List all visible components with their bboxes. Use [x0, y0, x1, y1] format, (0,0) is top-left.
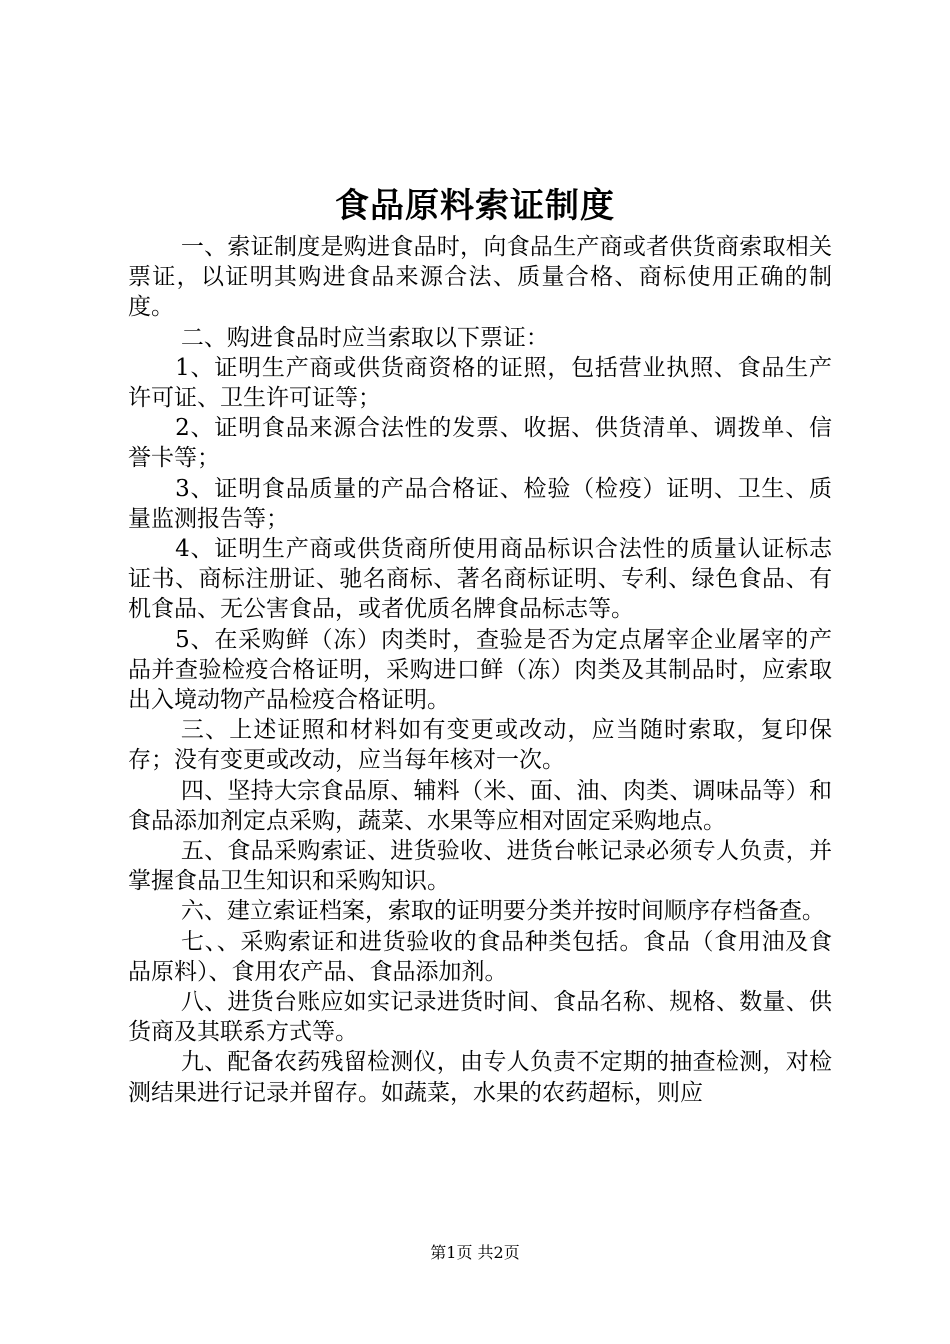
paragraph-5: 3、证明食品质量的产品合格证、检验（检疫）证明、卫生、质量监测报告等； — [128, 475, 832, 532]
paragraph-9: 四、坚持大宗食品原、辅料（米、面、油、肉类、调味品等）和食品添加剂定点采购，蔬菜、水果等应相对固定采购地点。 — [128, 777, 832, 834]
paragraph-14: 九、配备农药残留检测仪，由专人负责不定期的抽查检测，对检测结果进行记录并留存。如蔬菜，水果的农药超标，则应 — [128, 1049, 832, 1106]
paragraph-4: 2、证明食品来源合法性的发票、收据、供货清单、调拨单、信誉卡等； — [128, 415, 832, 472]
paragraph-13: 八、进货台账应如实记录进货时间、食品名称、规格、数量、供货商及其联系方式等。 — [128, 989, 832, 1046]
paragraph-3: 1、证明生产商或供货商资格的证照，包括营业执照、食品生产许可证、卫生许可证等； — [128, 354, 832, 412]
paragraph-11: 六、建立索证档案，索取的证明要分类并按时间顺序存档备查。 — [180, 898, 825, 925]
paragraph-10: 五、食品采购索证、进货验收、进货台帐记录必须专人负责，并掌握食品卫生知识和采购知识。 — [128, 838, 832, 895]
paragraph-7: 5、在采购鲜（冻）肉类时，查验是否为定点屠宰企业屠宰的产品并查验检疫合格证明，采购进口鲜（冻）肉类及其制品时，应索取出入境动物产品检疫合格证明。 — [128, 626, 832, 714]
paragraph-12: 七、、采购索证和进货验收的食品种类包括。食品（食用油及食品原料）、食用农产品、食品添加剂。 — [128, 928, 832, 985]
document-body — [128, 232, 832, 1108]
paragraph-1: 一、索证制度是购进食品时，向食品生产商或者供货商索取相关票证，以证明其购进食品来源合法、质量合格、商标使用正确的制度。 — [128, 234, 832, 321]
paragraph-2: 二、购进食品时应当索取以下票证： — [180, 324, 549, 351]
page-number-footer: 第1页 共2页 — [430, 1243, 520, 1262]
paragraph-8: 三、上述证照和材料如有变更或改动，应当随时索取，复印保存；没有变更或改动，应当每年核对一次。 — [128, 717, 832, 774]
paragraph-6: 4、证明生产商或供货商所使用商品标识合法性的质量认证标志证书、商标注册证、驰名商标、著名商标证明、专利、绿色食品、有机食品、无公害食品，或者优质名牌食品标志等。 — [128, 536, 832, 623]
document-title: 食品原料索证制度 — [335, 186, 615, 226]
